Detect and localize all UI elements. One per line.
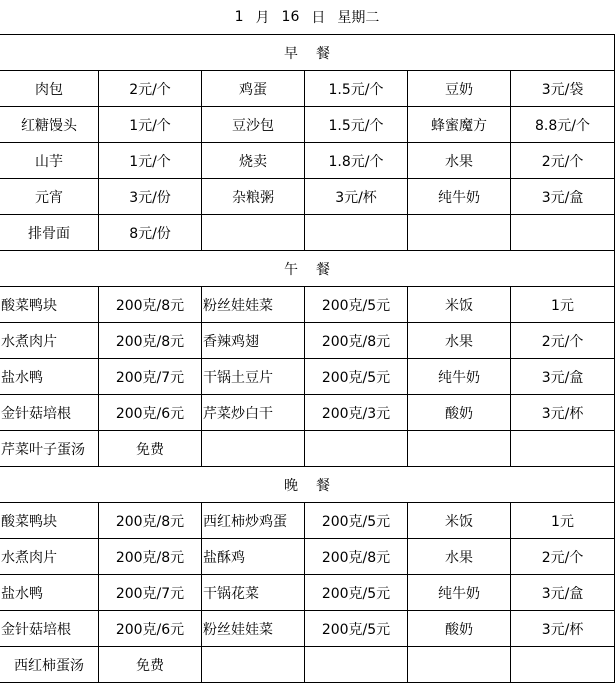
dinner-header-row: [0, 467, 615, 503]
price-cell: 200克/8元: [99, 287, 202, 323]
dish-name-cell: 盐水鸭: [0, 575, 99, 611]
date-day: 16: [281, 9, 300, 25]
price-cell: 200克/8元: [305, 539, 408, 575]
price-cell: 2元/个: [511, 143, 615, 179]
price-cell: [305, 647, 408, 683]
price-cell: 1元: [511, 503, 615, 539]
breakfast-title-char: 餐: [316, 45, 331, 62]
price-cell: 200克/6元: [99, 395, 202, 431]
price-cell: 3元/杯: [511, 611, 615, 647]
dish-name-cell: 米饭: [408, 287, 511, 323]
dinner-section-title: [0, 467, 615, 503]
price-cell: 200克/3元: [305, 395, 408, 431]
price-cell: 免费: [99, 647, 202, 683]
dinner-title-char: 晚: [284, 477, 299, 494]
dish-name-cell: 元宵: [0, 179, 99, 215]
price-cell: 200克/5元: [305, 611, 408, 647]
dish-name-cell: 干锅花菜: [202, 575, 305, 611]
price-cell: 3元/杯: [511, 395, 615, 431]
dish-name-cell: 盐酥鸡: [202, 539, 305, 575]
dish-name-cell: [408, 647, 511, 683]
price-cell: 200克/7元: [99, 359, 202, 395]
table-row: [0, 107, 615, 143]
dish-name-cell: 酸菜鸭块: [0, 287, 99, 323]
price-cell: 200克/7元: [99, 575, 202, 611]
price-cell: [511, 431, 615, 467]
dish-name-cell: 豆沙包: [202, 107, 305, 143]
price-cell: [511, 215, 615, 251]
dish-name-cell: [408, 215, 511, 251]
dish-name-cell: 芹菜炒白干: [202, 395, 305, 431]
price-cell: 200克/5元: [305, 359, 408, 395]
price-cell: 200克/8元: [99, 323, 202, 359]
breakfast-title-char: 早: [284, 45, 299, 62]
dish-name-cell: 金针菇培根: [0, 395, 99, 431]
table-row: [0, 143, 615, 179]
dish-name-cell: 排骨面: [0, 215, 99, 251]
price-cell: 200克/5元: [305, 503, 408, 539]
price-cell: 8.8元/个: [511, 107, 615, 143]
price-cell: 200克/6元: [99, 611, 202, 647]
price-cell: 2元/个: [99, 71, 202, 107]
date-month-unit: 月: [255, 10, 270, 26]
price-cell: 2元/个: [511, 323, 615, 359]
dish-name-cell: 水果: [408, 143, 511, 179]
breakfast-header-row: [0, 35, 615, 71]
price-cell: 8元/份: [99, 215, 202, 251]
table-row: [0, 647, 615, 683]
table-row: [0, 575, 615, 611]
price-cell: [305, 215, 408, 251]
price-cell: 3元/盒: [511, 359, 615, 395]
date-month: 1: [234, 9, 244, 25]
dish-name-cell: 烧卖: [202, 143, 305, 179]
price-cell: 1.5元/个: [305, 107, 408, 143]
price-cell: 免费: [99, 431, 202, 467]
price-cell: 3元/份: [99, 179, 202, 215]
lunch-title-char: 午: [284, 261, 299, 278]
price-cell: 1元/个: [99, 143, 202, 179]
price-cell: [305, 431, 408, 467]
price-cell: 200克/8元: [99, 539, 202, 575]
dish-name-cell: [202, 647, 305, 683]
dish-name-cell: [408, 431, 511, 467]
price-cell: 2元/个: [511, 539, 615, 575]
price-cell: 200克/5元: [305, 575, 408, 611]
dish-name-cell: 金针菇培根: [0, 611, 99, 647]
dish-name-cell: 粉丝娃娃菜: [202, 611, 305, 647]
date-title: [0, 0, 614, 34]
table-row: [0, 611, 615, 647]
dish-name-cell: 水果: [408, 539, 511, 575]
price-cell: 200克/8元: [305, 323, 408, 359]
table-row: [0, 179, 615, 215]
dish-name-cell: 米饭: [408, 503, 511, 539]
table-row: [0, 539, 615, 575]
table-row: [0, 287, 615, 323]
price-cell: 200克/5元: [305, 287, 408, 323]
dish-name-cell: 香辣鸡翅: [202, 323, 305, 359]
dish-name-cell: [202, 431, 305, 467]
dish-name-cell: 酸菜鸭块: [0, 503, 99, 539]
dish-name-cell: 豆奶: [408, 71, 511, 107]
lunch-header-row: [0, 251, 615, 287]
breakfast-section-title: [0, 35, 615, 71]
price-cell: 200克/8元: [99, 503, 202, 539]
price-cell: 3元/杯: [305, 179, 408, 215]
dish-name-cell: 纯牛奶: [408, 359, 511, 395]
price-cell: 1.8元/个: [305, 143, 408, 179]
dish-name-cell: 蜂蜜魔方: [408, 107, 511, 143]
dish-name-cell: 干锅土豆片: [202, 359, 305, 395]
price-cell: 3元/盒: [511, 575, 615, 611]
table-row: [0, 503, 615, 539]
dish-name-cell: [202, 215, 305, 251]
dish-name-cell: 水果: [408, 323, 511, 359]
table-row: [0, 71, 615, 107]
dish-name-cell: 鸡蛋: [202, 71, 305, 107]
date-day-unit: 日: [311, 10, 326, 26]
dish-name-cell: 酸奶: [408, 611, 511, 647]
table-row: [0, 323, 615, 359]
menu-table: [0, 34, 615, 683]
dish-name-cell: 芹菜叶子蛋汤: [0, 431, 99, 467]
dish-name-cell: 杂粮粥: [202, 179, 305, 215]
dish-name-cell: 水煮肉片: [0, 323, 99, 359]
dish-name-cell: 粉丝娃娃菜: [202, 287, 305, 323]
dish-name-cell: 纯牛奶: [408, 575, 511, 611]
price-cell: 3元/盒: [511, 179, 615, 215]
table-row: [0, 395, 615, 431]
lunch-section-title: [0, 251, 615, 287]
price-cell: 1.5元/个: [305, 71, 408, 107]
price-cell: 1元/个: [99, 107, 202, 143]
table-row: [0, 431, 615, 467]
price-cell: 3元/袋: [511, 71, 615, 107]
dish-name-cell: 西红柿炒鸡蛋: [202, 503, 305, 539]
table-row: [0, 215, 615, 251]
dish-name-cell: 水煮肉片: [0, 539, 99, 575]
table-row: [0, 359, 615, 395]
dish-name-cell: 红糖馒头: [0, 107, 99, 143]
dish-name-cell: 山芋: [0, 143, 99, 179]
price-cell: [511, 647, 615, 683]
dish-name-cell: 酸奶: [408, 395, 511, 431]
dinner-title-char: 餐: [316, 477, 331, 494]
dish-name-cell: 盐水鸭: [0, 359, 99, 395]
date-weekday: 星期二: [337, 10, 380, 26]
price-cell: 1元: [511, 287, 615, 323]
dish-name-cell: 西红柿蛋汤: [0, 647, 99, 683]
lunch-title-char: 餐: [316, 261, 331, 278]
dish-name-cell: 纯牛奶: [408, 179, 511, 215]
dish-name-cell: 肉包: [0, 71, 99, 107]
